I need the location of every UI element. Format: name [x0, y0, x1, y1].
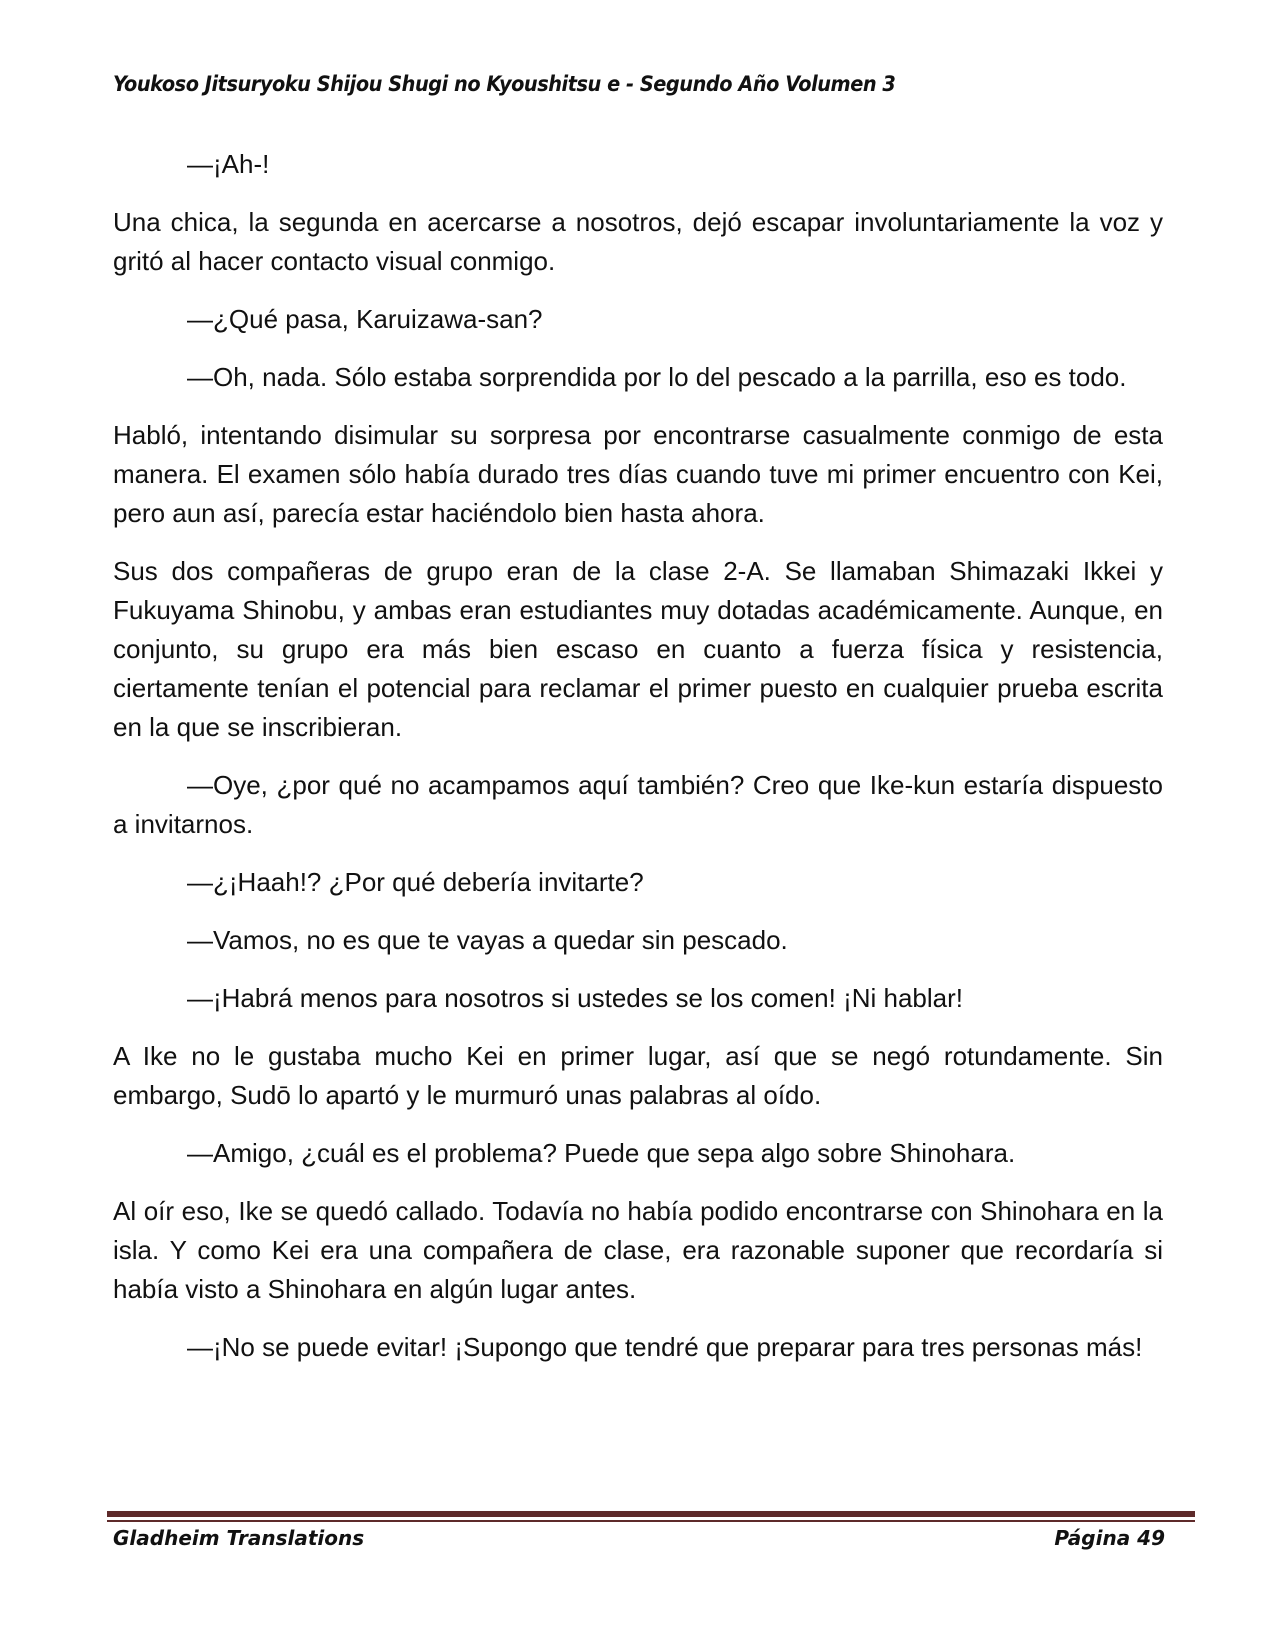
paragraph: —¿¡Haah!? ¿Por qué debería invitarte? — [187, 867, 644, 897]
footer-rule — [107, 1511, 1195, 1517]
paragraph: —Vamos, no es que te vayas a quedar sin pescado. — [187, 925, 788, 955]
paragraph: —¡No se puede evitar! ¡Supongo que tendré que preparar para tres personas más! — [187, 1332, 1143, 1362]
running-header: Youkoso Jitsuryoku Shijou Shugi no Kyoushitsu e - Segundo Año Volumen 3 — [113, 72, 896, 96]
paragraph: —¡Habrá menos para nosotros si ustedes se los comen! ¡Ni hablar! — [187, 983, 964, 1013]
footer-credit: Gladheim Translations — [113, 1526, 365, 1550]
paragraph: —¿Qué pasa, Karuizawa-san? — [187, 304, 543, 334]
paragraph: —Amigo, ¿cuál es el problema? Puede que sepa algo sobre Shinohara. — [187, 1138, 1016, 1168]
page-number: Página 49 — [1054, 1526, 1165, 1550]
paragraph: Sus dos compañeras de grupo eran de la clase 2-A. Se llamaban Shimazaki Ikkei y Fukuyama Shinobu, y ambas eran estudiantes muy dotadas académicamente. Aunque, en conjunto, su grupo era más bien escaso en cuanto a fuerza física y resistencia, ciertamente tenían el potencial para reclamar el primer puesto en cualquier prueba escrita en la que se inscribieran. — [113, 556, 1163, 742]
paragraph: —¡Ah-! — [187, 149, 270, 179]
paragraph: —Oye, ¿por qué no acampamos aquí también? Creo que Ike-kun estaría dispuesto a invitarnos. — [113, 770, 1163, 839]
paragraph: Una chica, la segunda en acercarse a nosotros, dejó escapar involuntariamente la voz y gritó al hacer contacto visual conmigo. — [113, 207, 1163, 276]
paragraph: Habló, intentando disimular su sorpresa por encontrarse casualmente conmigo de esta manera. El examen sólo había durado tres días cuando tuve mi primer encuentro con Kei, pero aun así, parecía estar haciéndolo bien hasta ahora. — [113, 420, 1163, 528]
paragraph: —Oh, nada. Sólo estaba sorprendida por lo del pescado a la parrilla, eso es todo. — [187, 362, 1127, 392]
paragraph: Al oír eso, Ike se quedó callado. Todavía no había podido encontrarse con Shinohara en la isla. Y como Kei era una compañera de clase, era razonable suponer que recordaría si había visto a Shinohara en algún lugar antes. — [113, 1196, 1163, 1304]
paragraph: A Ike no le gustaba mucho Kei en primer lugar, así que se negó rotundamente. Sin embargo, Sudō lo apartó y le murmuró unas palabras al oído. — [113, 1041, 1163, 1110]
page-body — [113, 145, 1163, 1386]
footer-rule-thin — [107, 1520, 1195, 1522]
